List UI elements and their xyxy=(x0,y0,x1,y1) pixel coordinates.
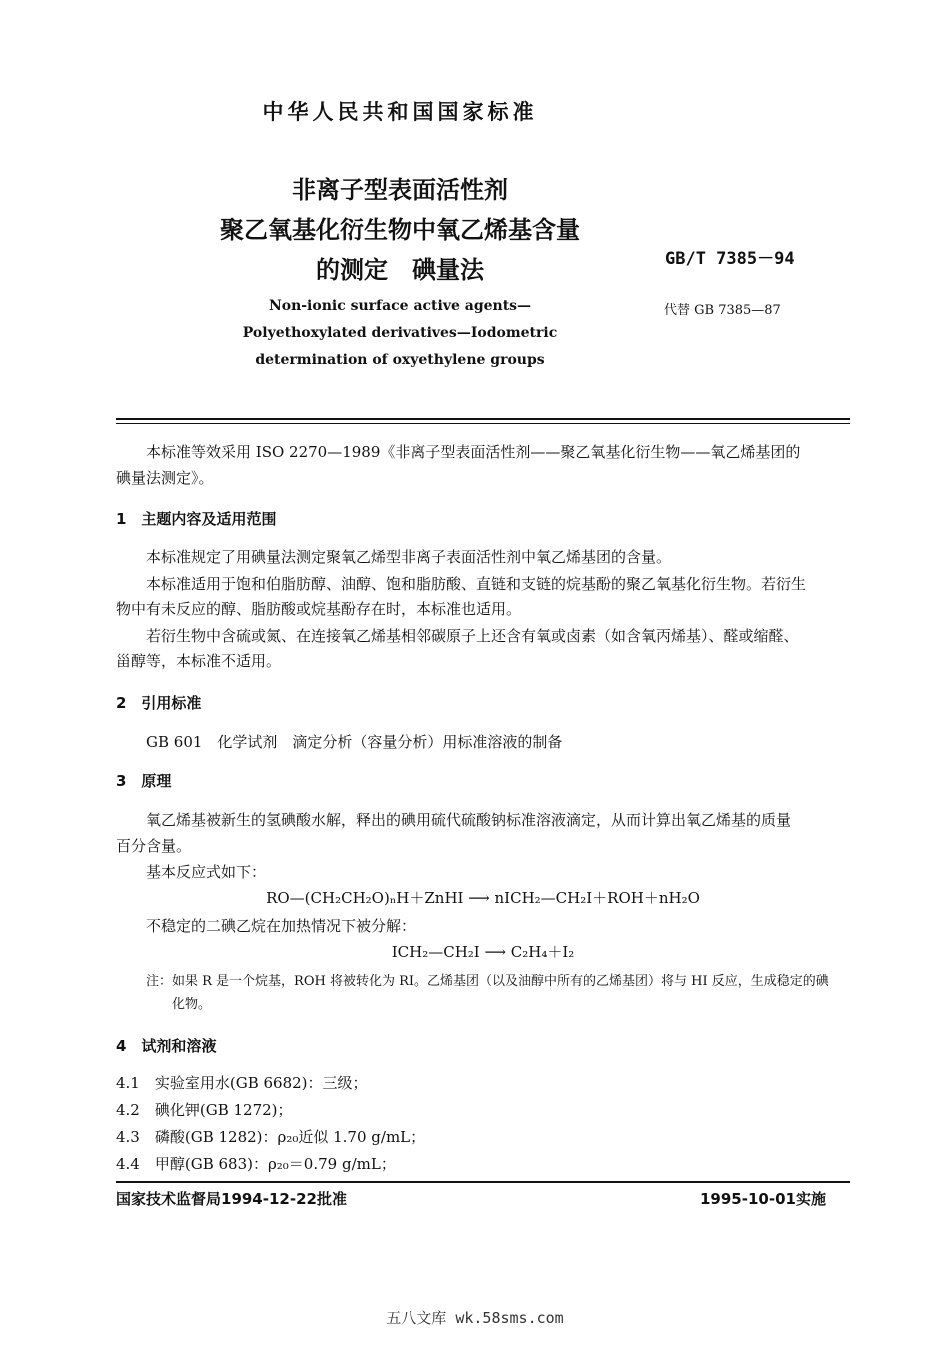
site-watermark: 五八文库 wk.58sms.com xyxy=(386,1309,564,1327)
footer-rule xyxy=(116,1181,850,1183)
intro-line-1: 本标准等效采用 ISO 2270—1989《非离子型表面活性剂——聚乙氧基化衍生物——氧乙烯基团的 xyxy=(146,443,801,461)
section-1-paragraph-2-line-2: 物中有未反应的醇、脂肪酸或烷基酚存在时，本标准也适用。 xyxy=(116,600,522,618)
note-line-1: 注：如果 R 是一个烷基，ROH 将被转化为 RI。乙烯基团（以及油醇中所有的乙烯基团）将与 HI 反应，生成稳定的碘 xyxy=(146,974,829,989)
replaces-standard: 代替 GB 7385—87 xyxy=(664,303,781,318)
header-rule-thin xyxy=(116,423,850,424)
section-1-paragraph-3-line-1: 若衍生物中含硫或氮、在连接氧乙烯基相邻碳原子上还含有氧或卤素（如含氧丙烯基）、醛或缩醛、 xyxy=(146,627,799,645)
chinese-title-line-2: 聚乙氧基化衍生物中氧乙烯基含量 xyxy=(220,216,580,244)
intro-line-2: 碘量法测定》。 xyxy=(116,469,214,487)
header-rule xyxy=(116,418,850,420)
english-title-line-3: determination of oxyethylene groups xyxy=(255,352,545,368)
effective-date: 1995-10-01实施 xyxy=(700,1190,826,1208)
reaction-intro: 基本反应式如下： xyxy=(146,863,267,881)
reagent-item: 4.1 实验室用水(GB 6682)：三级； xyxy=(116,1074,368,1092)
section-1-paragraph-2-line-1: 本标准适用于饱和伯脂肪醇、油醇、饱和脂肪酸、直链和支链的烷基酚的聚乙氧基化衍生物。若衍生 xyxy=(146,575,807,593)
document-header-title: 中华人民共和国国家标准 xyxy=(262,100,538,124)
chinese-title-line-1: 非离子型表面活性剂 xyxy=(292,176,508,204)
section-3-paragraph-line-1: 氧乙烯基被新生的氢碘酸水解，释出的碘用硫代硫酸钠标准溶液滴定，从而计算出氧乙烯基的质量 xyxy=(146,811,792,829)
section-4-heading: 4 试剂和溶液 xyxy=(116,1037,217,1055)
reaction-equation-2: ICH₂—CH₂I ⟶ C₂H₄＋I₂ xyxy=(391,943,575,961)
english-title-line-1: Non-ionic surface active agents— xyxy=(268,298,532,314)
approval-date: 国家技术监督局1994-12-22批准 xyxy=(116,1190,347,1208)
note-line-2: 化物。 xyxy=(172,997,212,1012)
reagent-item: 4.3 磷酸(GB 1282)：ρ₂₀近似 1.70 g/mL； xyxy=(116,1128,426,1146)
reaction-equation-1: RO—(CH₂CH₂O)ₙH＋ZnHI ⟶ nICH₂—CH₂I＋ROH＋nH₂O xyxy=(266,889,700,907)
section-3-paragraph-line-2: 百分含量。 xyxy=(116,837,192,855)
standard-code: GB/T 7385－94 xyxy=(665,249,795,269)
section-1-paragraph-3-line-2: 甾醇等，本标准不适用。 xyxy=(116,652,282,670)
section-1-heading: 1 主题内容及适用范围 xyxy=(116,510,277,528)
section-1-paragraph-1: 本标准规定了用碘量法测定聚氧乙烯型非离子表面活性剂中氧乙烯基团的含量。 xyxy=(146,548,672,566)
section-2-heading: 2 引用标准 xyxy=(116,694,202,712)
reagent-item: 4.2 碘化钾(GB 1272)； xyxy=(116,1101,293,1119)
english-title-line-2: Polyethoxylated derivatives—Iodometric xyxy=(242,325,558,341)
decomposition-intro: 不稳定的二碘乙烷在加热情况下被分解： xyxy=(146,917,417,935)
reagent-item: 4.4 甲醇(GB 683)：ρ₂₀＝0.79 g/mL； xyxy=(116,1155,396,1173)
section-3-heading: 3 原理 xyxy=(116,772,172,790)
referenced-standard: GB 601 化学试剂 滴定分析（容量分析）用标准溶液的制备 xyxy=(146,733,563,751)
chinese-title-line-3: 的测定 碘量法 xyxy=(316,256,484,284)
